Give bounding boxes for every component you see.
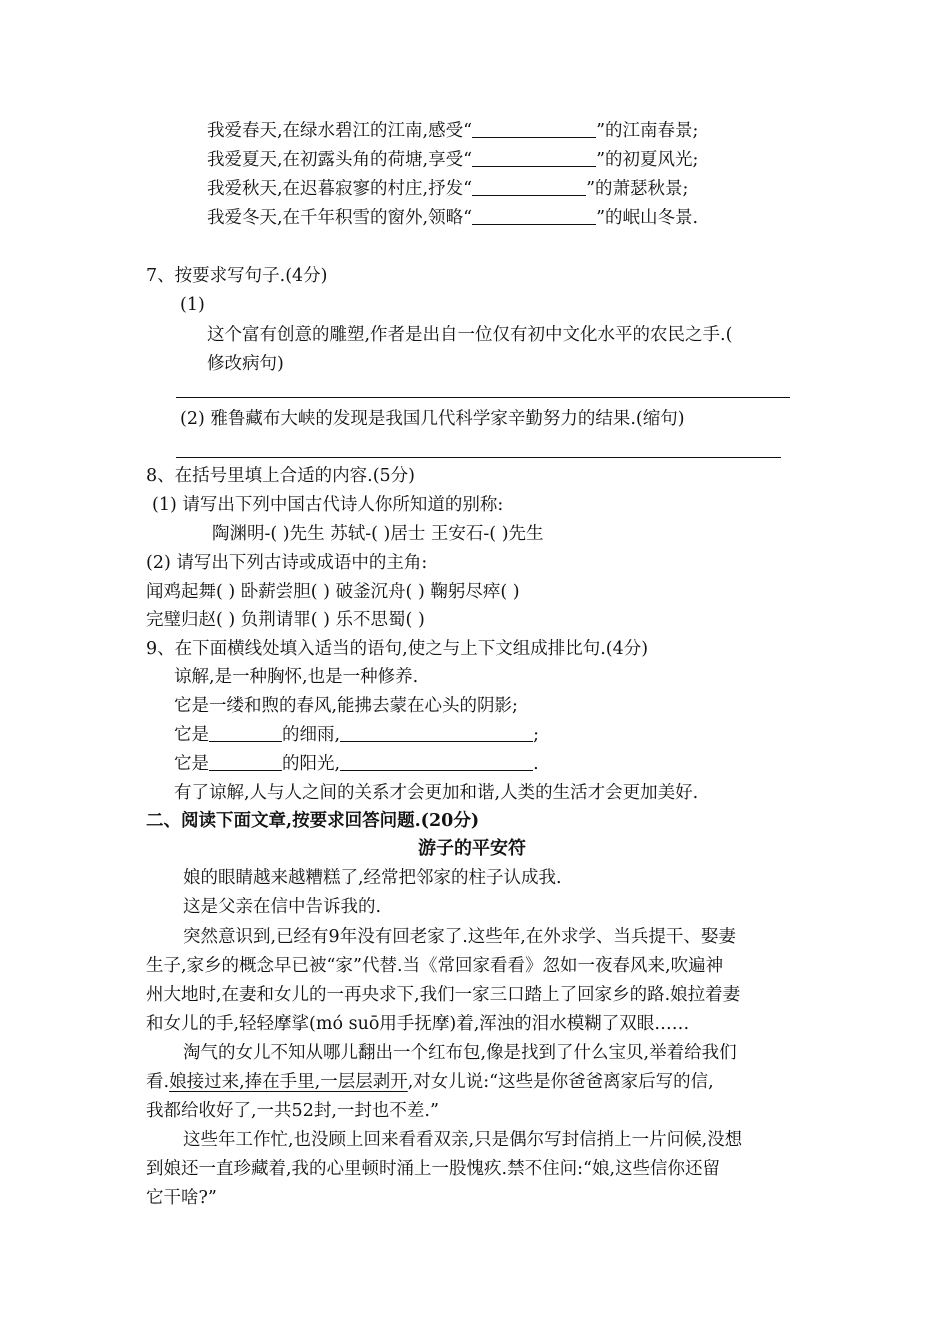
question-9-line3 — [174, 723, 539, 747]
poem-text: ”的江南春景; — [596, 121, 699, 141]
answer-blank[interactable] — [340, 752, 533, 771]
poem-text: 我爱春天,在绿水碧江的江南,感受“ — [207, 121, 473, 141]
question-7-sub2: (2) 雅鲁藏布大峡的发现是我国几代科学家辛勤努力的结果.(缩句) — [180, 409, 685, 429]
question-9-line2: 它是一缕和煦的春风,能拂去蒙在心头的阴影; — [174, 696, 518, 716]
text: ; — [533, 725, 539, 745]
article-p5-line2: 到娘还一直珍藏着,我的心里顿时涌上一股愧疚.禁不住问:“娘,这些信你还留 — [146, 1159, 721, 1179]
question-7-sub1-line1: 这个富有创意的雕塑,作者是出自一位仅有初中文化水平的农民之手.( — [207, 325, 733, 345]
answer-blank[interactable] — [472, 177, 586, 196]
text: 看. — [146, 1072, 170, 1092]
article-title: 游子的平安符 — [418, 838, 526, 859]
poem-line-summer — [207, 148, 698, 172]
text: . — [533, 754, 539, 774]
text: 它是 — [174, 725, 209, 745]
answer-blank[interactable] — [472, 206, 596, 225]
question-8-poets: 陶渊明-( )先生 苏轼-( )居士 王安石-( )先生 — [212, 524, 544, 544]
article-p3-line1: 突然意识到,已经有9年没有回老家了.这些年,在外求学、当兵提干、娶妻 — [183, 927, 736, 947]
question-8-row1: 闻鸡起舞( ) 卧薪尝胆( ) 破釜沉舟( ) 鞠躬尽瘁( ) — [146, 582, 520, 602]
answer-line[interactable] — [176, 457, 781, 458]
question-8-sub1: (1) 请写出下列中国古代诗人你所知道的别称: — [152, 495, 504, 515]
poem-text: 我爱秋天,在迟暮寂寥的村庄,抒发“ — [207, 179, 473, 199]
article-p3-line2: 生子,家乡的概念早已被“家”代替.当《常回家看看》忽如一夜春风来,吹遍神 — [146, 956, 724, 976]
poem-text: ”的初夏风光; — [596, 150, 699, 170]
article-p3-line4: 和女儿的手,轻轻摩挲(mó suō用手抚摩)着,浑浊的泪水模糊了双眼…… — [146, 1014, 690, 1034]
question-7-sub1-label: (1) — [180, 295, 205, 315]
text: 的细雨, — [282, 725, 341, 745]
text: 的阳光, — [282, 754, 341, 774]
question-9-line1: 谅解,是一种胸怀,也是一种修养. — [174, 667, 419, 687]
answer-line[interactable] — [176, 397, 790, 398]
answer-blank[interactable] — [209, 723, 282, 742]
poem-text: 我爱冬天,在千年积雪的窗外,领略“ — [207, 208, 473, 228]
poem-line-winter — [207, 206, 698, 230]
poem-text: 我爱夏天,在初露头角的荷塘,享受“ — [207, 150, 473, 170]
text: ,对女儿说:“这些是你爸爸离家后写的信, — [407, 1072, 714, 1092]
question-7-title: 7、按要求写句子.(4分) — [146, 266, 328, 286]
answer-blank[interactable] — [472, 119, 596, 138]
answer-blank[interactable] — [209, 752, 282, 771]
article-p1: 娘的眼睛越来越糟糕了,经常把邻家的柱子认成我. — [183, 868, 562, 888]
question-7-sub1-line2: 修改病句) — [207, 354, 284, 374]
answer-blank[interactable] — [472, 148, 596, 167]
answer-blank[interactable] — [340, 723, 533, 742]
poem-text: ”的岷山冬景. — [596, 208, 699, 228]
article-p4-line3: 我都给收好了,一共52封,一封也不差.” — [146, 1101, 439, 1121]
question-8-title: 8、在括号里填上合适的内容.(5分) — [146, 466, 415, 486]
question-9-line4 — [174, 752, 539, 776]
section-2-heading: 二、阅读下面文章,按要求回答问题.(20分) — [146, 811, 480, 831]
article-p2: 这是父亲在信中告诉我的. — [183, 897, 382, 917]
poem-line-spring — [207, 119, 698, 143]
question-8-sub2: (2) 请写出下列古诗或成语中的主角: — [146, 553, 428, 573]
underlined-sentence: 娘接过来,捧在手里,一层层剥开 — [169, 1072, 408, 1092]
question-9-line5: 有了谅解,人与人之间的关系才会更加和谐,人类的生活才会更加美好. — [174, 783, 699, 803]
article-p3-line3: 州大地时,在妻和女儿的一再央求下,我们一家三口踏上了回家乡的路.娘拉着妻 — [146, 985, 741, 1005]
article-p4-line2 — [146, 1070, 714, 1094]
text: 它是 — [174, 754, 209, 774]
poem-text: ”的萧瑟秋景; — [586, 179, 689, 199]
poem-line-autumn — [207, 177, 688, 201]
article-p5-line1: 这些年工作忙,也没顾上回来看看双亲,只是偶尔写封信捎上一片问候,没想 — [183, 1130, 743, 1150]
question-8-row2: 完璧归赵( ) 负荆请罪( ) 乐不思蜀( ) — [146, 610, 425, 630]
article-p5-line3: 它干啥?” — [146, 1188, 217, 1208]
question-9-title: 9、在下面横线处填入适当的语句,使之与上下文组成排比句.(4分) — [146, 639, 649, 659]
article-p4-line1: 淘气的女儿不知从哪儿翻出一个红布包,像是找到了什么宝贝,举着给我们 — [183, 1043, 737, 1063]
